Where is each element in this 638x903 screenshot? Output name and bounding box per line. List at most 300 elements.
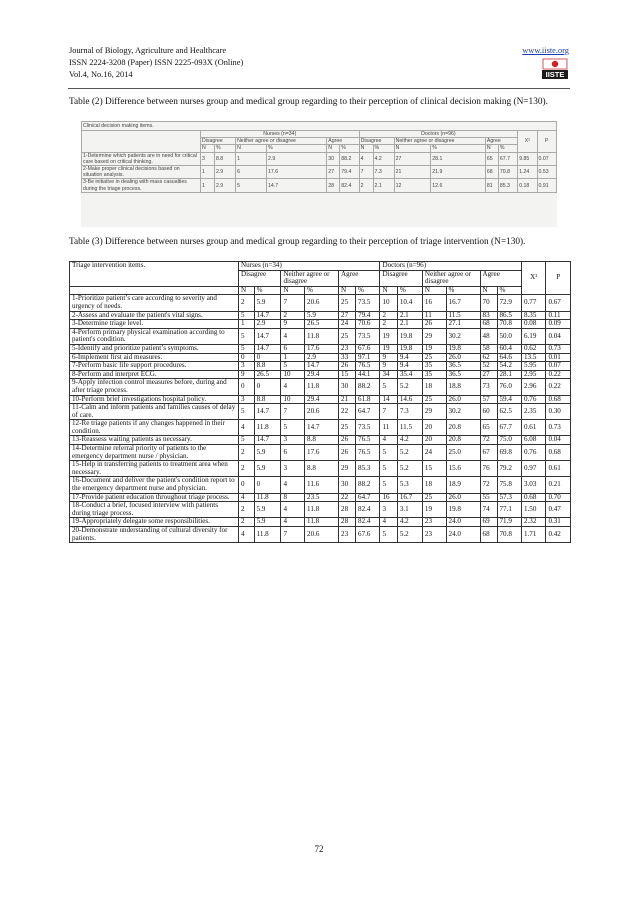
table3-cell: 29.4 <box>305 370 339 379</box>
table3-cell: 0 <box>254 477 281 493</box>
table3-pct-header: % <box>254 286 281 295</box>
table3-cell: 10 <box>380 295 397 311</box>
table3-cell: 4.2 <box>397 436 422 445</box>
table3-cell: 11 <box>380 420 397 436</box>
table3-cell: 9.4 <box>397 353 422 362</box>
table2-pct-header: % <box>214 145 235 152</box>
table2-cell: 5 <box>236 179 267 192</box>
table3-cell: 22 <box>339 404 356 420</box>
table3-cell: 72 <box>480 477 497 493</box>
table3-cell: 2.35 <box>521 404 545 420</box>
table2-cell: 2.9 <box>214 179 235 192</box>
table2-cell: 67.7 <box>498 152 517 165</box>
table3-cell: 15.6 <box>446 461 480 477</box>
table3-cell: 5 <box>239 436 255 445</box>
table3-cell: 77.1 <box>497 502 521 518</box>
table2-cell: 0.07 <box>537 152 556 165</box>
table2-cell: 0.53 <box>537 166 556 179</box>
table3-item-label: 11-Calm and inform patients and families causes of delay of care. <box>70 404 239 420</box>
table3-cell: 23.5 <box>305 493 339 502</box>
table3-item-label: 19-Appropriately delegate some responsibilities. <box>70 518 239 527</box>
table3-pct-header: % <box>305 286 339 295</box>
table2-cell: 6 <box>236 166 267 179</box>
table2-cell: 2.1 <box>373 179 394 192</box>
table3-row <box>70 295 571 311</box>
table3-cell: 29 <box>422 404 446 420</box>
table3-cell: 8 <box>281 493 305 502</box>
table3-cell: 10 <box>281 370 305 379</box>
table3-cell: 7 <box>380 404 397 420</box>
table3-cell: 6.19 <box>521 328 545 344</box>
table3-cell: 23 <box>339 527 356 543</box>
table3-cell: 72.9 <box>497 295 521 311</box>
table3-cell: 44.1 <box>356 370 380 379</box>
table2-pct-header: % <box>498 145 517 152</box>
table3-cell: 5 <box>281 362 305 371</box>
table3-cell: 2 <box>239 502 255 518</box>
table3-cell: 60 <box>480 404 497 420</box>
table3-cell: 52 <box>480 362 497 371</box>
table3-cell: 26.5 <box>305 320 339 329</box>
table3-cell: 9 <box>380 353 397 362</box>
table3-cell: 73 <box>480 379 497 395</box>
table3-cell: 64.6 <box>497 353 521 362</box>
table3-cell: 11.6 <box>305 477 339 493</box>
table2-image <box>81 121 557 227</box>
table2-cell: 7.3 <box>373 166 394 179</box>
table3-cell: 0.30 <box>546 404 571 420</box>
table3-cell: 5.95 <box>521 362 545 371</box>
table3-pct-header: % <box>397 286 422 295</box>
table3-cell: 2.96 <box>521 379 545 395</box>
table3-cell: 15 <box>422 461 446 477</box>
table3-cell: 0.76 <box>521 445 545 461</box>
table2-cell: 30 <box>327 152 340 165</box>
table3-cell: 4 <box>281 328 305 344</box>
table3-cell: 0.11 <box>546 311 571 320</box>
table3-cell: 2.1 <box>397 311 422 320</box>
table2-cell: 82.4 <box>340 179 359 192</box>
table3-pct-header: % <box>497 286 521 295</box>
table3-cell: 0.62 <box>521 344 545 353</box>
table3-agree-header: Agree <box>480 270 521 286</box>
table3-cell: 4 <box>239 493 255 502</box>
table3-cell: 0.61 <box>546 461 571 477</box>
table3-cell: 9 <box>239 370 255 379</box>
table2-cell: 85.3 <box>498 179 517 192</box>
table3-cell: 1 <box>281 353 305 362</box>
table3-cell: 7 <box>281 404 305 420</box>
table3-cell: 25 <box>339 295 356 311</box>
table3-cell: 58 <box>480 344 497 353</box>
table3-cell: 5.2 <box>397 379 422 395</box>
table3-cell: 4 <box>239 420 255 436</box>
journal-url-link[interactable]: www.iiste.org <box>522 46 569 55</box>
table3-cell: 0 <box>254 353 281 362</box>
table3-cell: 70 <box>480 295 497 311</box>
table3-cell: 8.8 <box>305 436 339 445</box>
table3-cell: 11.8 <box>305 328 339 344</box>
table3-cell: 25 <box>422 353 446 362</box>
table2-items-header <box>82 131 201 153</box>
table3-cell: 86.5 <box>497 311 521 320</box>
table3-cell: 5 <box>239 344 255 353</box>
table3-cell: 3.1 <box>397 502 422 518</box>
table2-cell: 79.4 <box>340 166 359 179</box>
table3-cell: 73.5 <box>356 328 380 344</box>
table3-cell: 11.5 <box>397 420 422 436</box>
table3-cell: 0.68 <box>546 445 571 461</box>
table3-cell: 11.8 <box>254 527 281 543</box>
table3-doctors-header: Doctors (n=96) <box>380 262 521 271</box>
table3-cell: 24.0 <box>446 527 480 543</box>
table3-row <box>70 404 571 420</box>
table3-cell: 2 <box>281 311 305 320</box>
table3-cell: 18.9 <box>446 477 480 493</box>
table2-cell: 14.7 <box>267 179 327 192</box>
table3-cell: 9 <box>380 362 397 371</box>
table3-cell: 68 <box>480 527 497 543</box>
table3-cell: 55 <box>480 493 497 502</box>
table3-cell: 19 <box>422 502 446 518</box>
table3-item-label: 8-Perform and interpret ECG. <box>70 370 239 379</box>
table3-row <box>70 344 571 353</box>
table3-cell: 2 <box>239 295 255 311</box>
table3-cell: 83 <box>480 311 497 320</box>
table3-cell: 18 <box>422 477 446 493</box>
table3-cell: 8.8 <box>254 395 281 404</box>
table3-cell: 4 <box>380 436 397 445</box>
table3-item-label: 6-Implement first aid measures. <box>70 353 239 362</box>
table2-neither-header: Neither agree or disagree <box>236 138 327 145</box>
table3-cell: 1.71 <box>521 527 545 543</box>
table3-row <box>70 502 571 518</box>
table3-cell: 0.97 <box>521 461 545 477</box>
table3-cell: 14.7 <box>305 362 339 371</box>
table3-cell: 88.2 <box>356 379 380 395</box>
table3-cell: 57.3 <box>497 493 521 502</box>
table3-cell: 17.6 <box>305 344 339 353</box>
table3-cell: 2 <box>239 518 255 527</box>
table3-cell: 5.9 <box>254 502 281 518</box>
table2-row <box>82 152 557 165</box>
table3-cell: 19.8 <box>397 328 422 344</box>
table3-cell: 29 <box>422 328 446 344</box>
table3-cell: 0.22 <box>546 370 571 379</box>
table3-cell: 5.2 <box>397 445 422 461</box>
table2-cell: 28 <box>327 179 340 192</box>
table3-cell: 60.4 <box>497 344 521 353</box>
table2-cell: 3 <box>201 152 215 165</box>
table3-cell: 4 <box>281 518 305 527</box>
table3-cell: 5 <box>380 527 397 543</box>
table3-cell: 68 <box>480 320 497 329</box>
table2-cell: 8.8 <box>214 152 235 165</box>
table3-cell: 6 <box>281 445 305 461</box>
table3-cell: 26 <box>339 445 356 461</box>
table3-cell: 4 <box>281 502 305 518</box>
table3-cell: 26.0 <box>446 395 480 404</box>
journal-name: Journal of Biology, Agriculture and Healthcare <box>69 46 227 55</box>
table2-disagree-header: Disagree <box>359 138 394 145</box>
table3-cell: 4 <box>239 527 255 543</box>
table3-n-header: N <box>480 286 497 295</box>
table3-cell: 82.4 <box>356 502 380 518</box>
table3-cell: 0.04 <box>546 328 571 344</box>
table3-cell: 5 <box>380 379 397 395</box>
table3-cell: 7.3 <box>397 404 422 420</box>
table3-cell: 5 <box>380 461 397 477</box>
table3-cell: 2 <box>380 320 397 329</box>
table3-cell: 4 <box>281 379 305 395</box>
table3-cell: 48 <box>480 328 497 344</box>
table3-cell: 2.9 <box>254 320 281 329</box>
table2-cell: 4.2 <box>373 152 394 165</box>
table2-chi-header: X² <box>518 131 537 153</box>
table3-cell: 2.95 <box>521 370 545 379</box>
table3-item-label: 2-Assess and evaluate the patient's vital signs. <box>70 311 239 320</box>
table3-cell: 11.8 <box>305 502 339 518</box>
table3-cell: 20.6 <box>305 404 339 420</box>
table3-cell: 69 <box>480 518 497 527</box>
table2-cell: 68 <box>485 166 498 179</box>
table3-cell: 67.6 <box>356 344 380 353</box>
table3-row <box>70 328 571 344</box>
table3-cell: 27 <box>480 370 497 379</box>
table3-item-label: 16-Document and deliver the patient's condition report to the emergency department nurse and physician. <box>70 477 239 493</box>
table2-cell: 81 <box>485 179 498 192</box>
table3-cell: 64.7 <box>356 493 380 502</box>
table3-cell: 8.35 <box>521 311 545 320</box>
table3-pct-header: % <box>356 286 380 295</box>
table3-cell: 65 <box>480 420 497 436</box>
table3-cell: 11 <box>422 311 446 320</box>
table3-cell: 6.08 <box>521 436 545 445</box>
table3-item-label: 9-Apply infection control measures before, during and after triage process. <box>70 379 239 395</box>
table3-cell: 8.8 <box>254 362 281 371</box>
table3-cell: 19 <box>380 344 397 353</box>
table2-nurses-header: Nurses (n=34) <box>201 131 360 138</box>
table3-row <box>70 420 571 436</box>
table3-cell: 11.8 <box>305 379 339 395</box>
table3-cell: 2 <box>239 445 255 461</box>
table2-row <box>82 166 557 179</box>
table3-cell: 9 <box>281 320 305 329</box>
table3-cell: 23 <box>339 344 356 353</box>
page-header <box>69 45 569 82</box>
table3-row <box>70 311 571 320</box>
table2-cell: 9.85 <box>518 152 537 165</box>
table3-item-label: 20-Demonstrate understanding of cultural diversity for patients. <box>70 527 239 543</box>
table2-cell: 27 <box>327 166 340 179</box>
table3-cell: 85.3 <box>356 461 380 477</box>
table3-cell: 25.0 <box>446 445 480 461</box>
table3-cell: 5.9 <box>254 461 281 477</box>
table3-cell: 14.7 <box>254 328 281 344</box>
table2-title: Clinical decision making items. <box>82 122 557 131</box>
table2 <box>81 121 557 193</box>
table3-cell: 34 <box>380 370 397 379</box>
table3-cell: 69.8 <box>497 445 521 461</box>
table2-cell: 21.9 <box>431 166 486 179</box>
table2-item-label: 2-Make proper clinical decisions based on situation analysis. <box>82 166 201 179</box>
table2-n-header: N <box>485 145 498 152</box>
table2-cell: 4 <box>359 152 373 165</box>
table2-cell: 2.9 <box>267 152 327 165</box>
table3-cell: 72 <box>480 436 497 445</box>
table3-cell: 36.5 <box>446 370 480 379</box>
table3-cell: 14.7 <box>254 404 281 420</box>
table2-agree-header: Agree <box>327 138 359 145</box>
table3-cell: 1.50 <box>521 502 545 518</box>
table3-cell: 3 <box>239 362 255 371</box>
table3-cell: 17.6 <box>305 445 339 461</box>
table3-items-header: Triage intervention items. <box>70 262 239 287</box>
table3-cell: 0 <box>254 379 281 395</box>
table3-cell: 33 <box>339 353 356 362</box>
header-rule <box>68 88 570 89</box>
table3-cell: 76.5 <box>356 362 380 371</box>
table2-n-header: N <box>359 145 373 152</box>
table3-cell: 24 <box>339 320 356 329</box>
table3-cell: 25 <box>339 420 356 436</box>
table3-cell: 29.4 <box>305 395 339 404</box>
table3-cell: 0.73 <box>546 420 571 436</box>
table3-cell: 75.0 <box>497 436 521 445</box>
table2-n-header: N <box>201 145 215 152</box>
table2-cell: 1 <box>236 152 267 165</box>
table3-cell: 14.6 <box>397 395 422 404</box>
table2-cell: 12 <box>394 179 431 192</box>
table3-body <box>70 295 571 543</box>
table3-disagree-header: Disagree <box>380 270 422 286</box>
table2-cell: 21 <box>394 166 431 179</box>
table3-cell: 0.73 <box>546 344 571 353</box>
table3-cell: 26.0 <box>446 353 480 362</box>
table3-cell: 0.07 <box>546 362 571 371</box>
table3-cell: 0.70 <box>546 493 571 502</box>
table3-cell: 67 <box>480 445 497 461</box>
table3-neither-header: Neither agree or disagree <box>422 270 480 286</box>
table2-neither-header: Neither agree or disagree <box>394 138 485 145</box>
table3-row <box>70 320 571 329</box>
table3-cell: 6 <box>281 344 305 353</box>
table3-cell: 50.0 <box>497 328 521 344</box>
table2-n-header: N <box>236 145 267 152</box>
table2-cell: 2 <box>359 179 373 192</box>
table2-cell: 1 <box>201 179 215 192</box>
table3-cell: 5.9 <box>254 295 281 311</box>
table3-cell: 4 <box>380 518 397 527</box>
table3-cell: 14.7 <box>305 420 339 436</box>
table3-cell: 15 <box>339 370 356 379</box>
table3-row <box>70 461 571 477</box>
table3-cell: 0.08 <box>521 320 545 329</box>
table3-cell: 28.1 <box>497 370 521 379</box>
table3-cell: 0.04 <box>546 436 571 445</box>
table2-disagree-header: Disagree <box>201 138 236 145</box>
table3-cell: 76.5 <box>356 445 380 461</box>
table3-cell: 27.1 <box>446 320 480 329</box>
table2-doctors-header: Doctors (n=96) <box>359 131 518 138</box>
table3-cell: 11.8 <box>254 493 281 502</box>
table2-cell: 7 <box>359 166 373 179</box>
table2-caption: Table (2) Difference between nurses group and medical group regarding to their perception of clinical decision making (N=130). <box>69 97 548 107</box>
table3-cell: 64.7 <box>356 404 380 420</box>
journal-volume: Vol.4, No.16, 2014 <box>69 70 133 80</box>
table3-cell: 30 <box>339 379 356 395</box>
table3-n-header: N <box>380 286 397 295</box>
table3-cell: 10 <box>281 395 305 404</box>
table3-cell: 70.8 <box>497 320 521 329</box>
table3-cell: 26 <box>339 362 356 371</box>
table3-cell: 24 <box>422 445 446 461</box>
table3-cell: 20.6 <box>305 527 339 543</box>
table3-cell: 5.9 <box>254 445 281 461</box>
table3-disagree-header: Disagree <box>239 270 281 286</box>
table3-cell: 29 <box>339 461 356 477</box>
table3-cell: 35.4 <box>397 370 422 379</box>
table3-cell: 28 <box>339 502 356 518</box>
table3-item-label: 13-Reassess waiting patients as necessary. <box>70 436 239 445</box>
table3-row <box>70 362 571 371</box>
table3-cell: 5.9 <box>254 518 281 527</box>
table3-cell: 67.7 <box>497 420 521 436</box>
table3-cell: 54.2 <box>497 362 521 371</box>
table3-cell: 16.7 <box>446 295 480 311</box>
table3-cell: 0 <box>239 353 255 362</box>
table3-cell: 14 <box>380 395 397 404</box>
table3-cell: 3.03 <box>521 477 545 493</box>
table3-n-header: N <box>422 286 446 295</box>
table3-cell: 18 <box>422 379 446 395</box>
table3-cell: 5 <box>239 311 255 320</box>
table3-cell: 0.68 <box>546 395 571 404</box>
table2-cell: 65 <box>485 152 498 165</box>
table3-cell: 76.0 <box>497 379 521 395</box>
table3-item-label: 14-Determine referral priority of patients to the emergency department nurse / physician. <box>70 445 239 461</box>
table3-cell: 14.7 <box>254 311 281 320</box>
table3-cell: 4.2 <box>397 518 422 527</box>
table3-cell: 76.5 <box>356 436 380 445</box>
table3-cell: 2.9 <box>305 353 339 362</box>
table3-item-label: 4-Perform primary physical examination according to patient's condition. <box>70 328 239 344</box>
table3-cell: 82.4 <box>356 518 380 527</box>
table2-cell: 2.9 <box>214 166 235 179</box>
table3-cell: 79.2 <box>497 461 521 477</box>
table3-cell: 70.6 <box>356 320 380 329</box>
table2-cell: 0.91 <box>537 179 556 192</box>
table3-cell: 30.2 <box>446 328 480 344</box>
table3-cell: 25 <box>339 328 356 344</box>
table3-cell: 19 <box>380 328 397 344</box>
table3-p-header: P <box>546 262 571 295</box>
table3-row <box>70 477 571 493</box>
table3-cell: 5.2 <box>397 527 422 543</box>
journal-issn: ISSN 2224-3208 (Paper) ISSN 2225-093X (Online) <box>69 58 244 68</box>
table3-item-label: 10-Perform brief investigations hospital policy. <box>70 395 239 404</box>
table3-cell: 70.8 <box>497 527 521 543</box>
table3-cell: 5 <box>380 477 397 493</box>
table2-pct-header: % <box>431 145 486 152</box>
table3-cell: 20.6 <box>305 295 339 311</box>
table3-cell: 67.6 <box>356 527 380 543</box>
table3-cell: 20 <box>422 436 446 445</box>
table3-cell: 20.8 <box>446 436 480 445</box>
table3-item-label: 18-Conduct a brief, focused interview with patients during triage process. <box>70 502 239 518</box>
table3-cell: 73.5 <box>356 295 380 311</box>
table3-cell: 62 <box>480 353 497 362</box>
